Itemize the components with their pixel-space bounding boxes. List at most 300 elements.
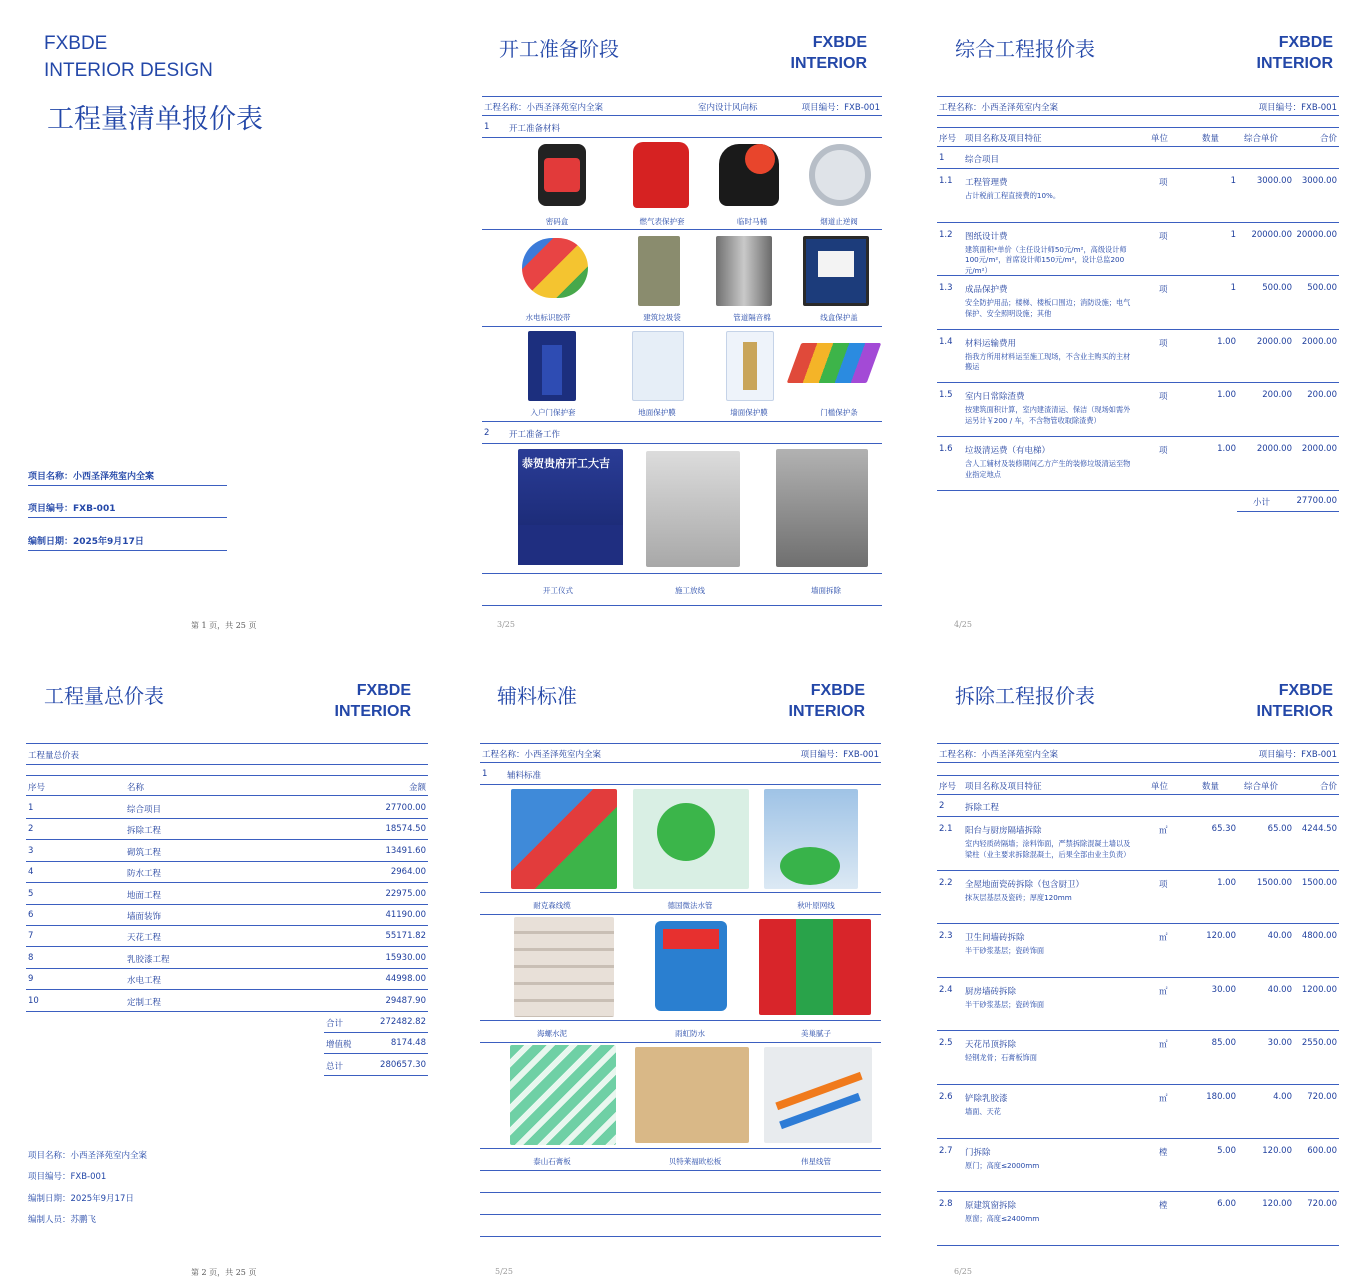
col-unit: 单位 bbox=[1151, 782, 1169, 792]
cell-unit: 樘 bbox=[1159, 1201, 1168, 1212]
cell-name: 阳台与厨房隔墙拆除 bbox=[965, 826, 1042, 836]
cell-amount: 41190.00 bbox=[385, 910, 426, 920]
project-name: 工程名称：小西圣泽苑室内全案 bbox=[939, 103, 1059, 113]
section-title: 开工准备工作 bbox=[509, 430, 561, 440]
summary-value: 272482.82 bbox=[380, 1017, 426, 1027]
item-description: 占计税前工程直接费的10%。 bbox=[965, 191, 1061, 200]
summary-label: 增值税 bbox=[326, 1040, 352, 1051]
page-title: 拆除工程报价表 bbox=[955, 684, 1095, 708]
cell-price: 40.00 bbox=[1267, 984, 1292, 995]
cement-image bbox=[514, 917, 614, 1017]
subtotal bbox=[1237, 490, 1339, 512]
cell-no: 2.4 bbox=[939, 984, 953, 995]
summary-row bbox=[324, 1055, 428, 1076]
page-number: 3/25 bbox=[497, 620, 515, 629]
cell-name: 乳胶漆工程 bbox=[127, 954, 170, 965]
project-name: 工程名称：小西圣泽苑室内全案 bbox=[482, 750, 602, 760]
table-row bbox=[937, 1141, 1339, 1193]
logo-line-1: FXBDE bbox=[1278, 682, 1333, 699]
summary-value: 280657.30 bbox=[380, 1059, 426, 1070]
cell-no: 1.6 bbox=[939, 444, 953, 454]
item-description: 墙面、天花 bbox=[965, 1107, 1001, 1116]
tape-image bbox=[522, 238, 588, 298]
cell-unit: 樘 bbox=[1159, 1147, 1168, 1158]
lockbox-image bbox=[538, 144, 586, 206]
cell-total: 200.00 bbox=[1307, 390, 1337, 401]
logo-line-2: INTERIOR bbox=[788, 703, 865, 720]
col-amount: 金额 bbox=[408, 783, 426, 793]
cover-project-code: 项目编号：FXB-001 bbox=[28, 501, 227, 518]
table-row bbox=[26, 862, 428, 883]
col-no: 序号 bbox=[28, 783, 46, 793]
cell-total: 1200.00 bbox=[1301, 984, 1337, 995]
cell-unit: ㎡ bbox=[1159, 986, 1168, 997]
cell-total: 500.00 bbox=[1307, 283, 1337, 294]
flue-valve-image bbox=[809, 144, 871, 206]
comprehensive-page bbox=[910, 0, 1364, 643]
cell-total: 720.00 bbox=[1307, 1092, 1337, 1102]
cell-no: 8 bbox=[28, 952, 34, 963]
caption: 秋叶原网线 bbox=[797, 901, 835, 910]
cell-no: 9 bbox=[28, 974, 34, 985]
cell-amount: 15930.00 bbox=[385, 952, 426, 963]
table-title bbox=[26, 743, 428, 765]
logo-line-1: FXBDE bbox=[812, 34, 867, 51]
summary-label: 总计 bbox=[326, 1061, 344, 1072]
table-row bbox=[937, 873, 1339, 925]
caption: 临时马桶 bbox=[737, 217, 767, 226]
col-name: 名称 bbox=[127, 783, 145, 793]
brand-line-1: FXBDE bbox=[44, 33, 108, 54]
floor-film-image bbox=[632, 331, 684, 401]
network-cable-image bbox=[764, 789, 858, 889]
cell-no: 2.5 bbox=[939, 1038, 953, 1049]
caption: 密码盒 bbox=[545, 217, 569, 226]
section-header bbox=[482, 118, 882, 138]
caption: 建筑垃圾袋 bbox=[643, 313, 681, 322]
cell-unit: 项 bbox=[1159, 338, 1168, 349]
cell-amount: 29487.90 bbox=[385, 995, 426, 1006]
table-row bbox=[937, 926, 1339, 978]
project-header bbox=[937, 743, 1339, 763]
col-name: 项目名称及项目特征 bbox=[965, 134, 1042, 144]
table-row bbox=[937, 332, 1339, 384]
table-row bbox=[26, 884, 428, 905]
item-description: 安全防护用品；楼梯、楼板口围边；消防设施；电气保护、安全照明设施；其他 bbox=[965, 298, 1131, 318]
cell-price: 3000.00 bbox=[1256, 176, 1292, 186]
cell-total: 600.00 bbox=[1307, 1145, 1337, 1156]
item-description: 建筑面积*单价（主任设计师50元/m²，高级设计师100元/m²，首席设计师150元/m²，设计总监200元/m²） bbox=[965, 244, 1127, 275]
cell-total: 1500.00 bbox=[1301, 877, 1337, 888]
cell-unit: 项 bbox=[1159, 178, 1168, 188]
table-row bbox=[937, 1033, 1339, 1085]
pipe-insulation-image bbox=[716, 236, 772, 306]
caption: 德国微法水管 bbox=[667, 901, 713, 910]
cell-name: 门拆除 bbox=[965, 1147, 991, 1158]
cell-name: 铲除乳胶漆 bbox=[965, 1094, 1008, 1104]
logo-line-1: FXBDE bbox=[810, 682, 865, 699]
cell-name: 天花吊顶拆除 bbox=[965, 1040, 1017, 1051]
table-row bbox=[26, 841, 428, 862]
style-label: 室内设计风向标 bbox=[698, 103, 758, 113]
caption: 烟道止逆阀 bbox=[820, 217, 858, 226]
cell-no: 2.7 bbox=[939, 1145, 953, 1156]
table-header bbox=[937, 127, 1339, 147]
col-no: 序号 bbox=[939, 782, 957, 792]
col-price: 综合单价 bbox=[1244, 782, 1279, 792]
cell-no: 1.1 bbox=[939, 176, 953, 186]
logo-line-1: FXBDE bbox=[356, 682, 411, 699]
aux-page bbox=[455, 644, 910, 1287]
project-code: 项目编号：FXB-001 bbox=[1258, 750, 1337, 760]
group-number: 1 bbox=[939, 153, 945, 163]
cell-qty: 65.30 bbox=[1211, 824, 1236, 834]
summary-row bbox=[324, 1033, 428, 1054]
cell-amount: 22975.00 bbox=[385, 888, 426, 899]
caption: 墙面保护膜 bbox=[730, 408, 768, 417]
caption: 泰山石膏板 bbox=[533, 1157, 571, 1166]
caption: 门槛保护条 bbox=[820, 408, 858, 417]
cell-total: 3000.00 bbox=[1301, 176, 1337, 186]
cell-name: 天花工程 bbox=[127, 933, 162, 944]
section-number: 2 bbox=[484, 428, 490, 438]
gypsum-board-image bbox=[510, 1045, 616, 1145]
table-row bbox=[937, 278, 1339, 330]
logo-line-2: INTERIOR bbox=[790, 55, 867, 72]
cell-amount: 13491.60 bbox=[385, 845, 426, 856]
logo bbox=[791, 32, 867, 74]
item-description: 按建筑面积计算，室内建渣清运、保洁（现场如需外运另计￥200 / 车，不含物管收取除渣费） bbox=[965, 405, 1131, 425]
water-pipe-image bbox=[633, 789, 749, 889]
cell-name: 防水工程 bbox=[127, 869, 162, 880]
section-header bbox=[480, 765, 881, 785]
cell-no: 1 bbox=[28, 803, 34, 813]
page-title: 工程量总价表 bbox=[44, 684, 164, 708]
section-title: 辅料标准 bbox=[507, 771, 542, 781]
info-line: 项目名称：小西圣泽苑室内全案 bbox=[28, 1151, 148, 1161]
cell-qty: 30.00 bbox=[1211, 984, 1236, 995]
cell-name: 工程管理费 bbox=[965, 178, 1008, 188]
cell-price: 40.00 bbox=[1267, 931, 1292, 942]
group-number: 2 bbox=[939, 801, 945, 811]
cell-name: 卫生间墙砖拆除 bbox=[965, 933, 1025, 944]
logo bbox=[1257, 680, 1333, 722]
table-header bbox=[26, 775, 428, 796]
cell-name: 定制工程 bbox=[127, 997, 162, 1008]
gas-meter-cover-image bbox=[633, 142, 689, 208]
caption: 线盒保护盖 bbox=[820, 313, 858, 322]
cell-price: 1500.00 bbox=[1256, 877, 1292, 888]
cell-name: 室内日常除渣费 bbox=[965, 392, 1025, 403]
table-row bbox=[26, 926, 428, 947]
cell-amount: 18574.50 bbox=[385, 824, 426, 835]
cell-qty: 120.00 bbox=[1206, 931, 1236, 942]
caption-row bbox=[480, 895, 881, 915]
product-image-row bbox=[480, 1045, 881, 1149]
cell-no: 4 bbox=[28, 867, 34, 878]
cell-no: 7 bbox=[28, 931, 34, 942]
logo-line-1: FXBDE bbox=[1278, 34, 1333, 51]
item-description: 指我方所用材料运至施工现场，不含业主购买的主材搬运 bbox=[965, 351, 1131, 372]
project-header bbox=[482, 96, 882, 116]
cell-qty: 1.00 bbox=[1217, 444, 1236, 454]
cell-no: 2.8 bbox=[939, 1199, 953, 1210]
door-cover-image bbox=[528, 331, 576, 401]
item-description: 原门；高度≤2000mm bbox=[965, 1160, 1040, 1170]
page-number: 4/25 bbox=[954, 620, 972, 629]
caption: 海螺水泥 bbox=[537, 1029, 567, 1038]
cell-unit: 项 bbox=[1159, 879, 1168, 890]
cell-no: 2 bbox=[28, 824, 34, 835]
cell-price: 4.00 bbox=[1273, 1092, 1292, 1102]
col-price: 综合单价 bbox=[1244, 134, 1279, 144]
col-unit: 单位 bbox=[1151, 134, 1169, 144]
cell-total: 20000.00 bbox=[1296, 229, 1337, 240]
cable-image bbox=[511, 789, 617, 889]
project-code: 项目编号：FXB-001 bbox=[1258, 103, 1337, 113]
table-row bbox=[937, 385, 1339, 437]
group-name: 综合项目 bbox=[965, 155, 1000, 165]
col-total: 合价 bbox=[1319, 134, 1337, 144]
cell-unit: ㎡ bbox=[1159, 1094, 1168, 1104]
project-name: 工程名称：小西圣泽苑室内全案 bbox=[484, 103, 604, 113]
cell-unit: 项 bbox=[1159, 446, 1168, 456]
product-row bbox=[482, 329, 882, 422]
item-description: 半干砂浆基层；瓷砖饰面 bbox=[965, 999, 1045, 1009]
caption: 开工仪式 bbox=[543, 586, 573, 595]
cell-no: 2.6 bbox=[939, 1092, 953, 1102]
cell-qty: 6.00 bbox=[1217, 1199, 1236, 1210]
cell-price: 200.00 bbox=[1262, 390, 1292, 401]
item-description: 室内轻质砖隔墙；涂料饰面，严禁拆除混凝土墙以及梁柱（业主要求拆除混凝土，后果全部由业主负责） bbox=[965, 839, 1131, 859]
caption: 入户门保护套 bbox=[530, 408, 576, 417]
cell-name: 材料运输费用 bbox=[965, 338, 1017, 349]
item-description: 半干砂浆基层；瓷砖饰面 bbox=[965, 946, 1045, 956]
cell-name: 地面工程 bbox=[127, 890, 162, 901]
group-name: 拆除工程 bbox=[965, 803, 1000, 813]
cell-amount: 44998.00 bbox=[385, 974, 426, 985]
caption: 耐克森线缆 bbox=[533, 901, 571, 910]
cell-total: 4244.50 bbox=[1301, 824, 1337, 834]
info-line: 项目编号：FXB-001 bbox=[28, 1172, 107, 1183]
cell-no: 1.4 bbox=[939, 336, 953, 347]
cell-no: 2.3 bbox=[939, 931, 953, 942]
cell-name: 厨房墙砖拆除 bbox=[965, 986, 1017, 997]
cover-title: 工程量清单报价表 bbox=[47, 104, 263, 135]
logo-line-2: INTERIOR bbox=[1256, 703, 1333, 720]
summary-value: 8174.48 bbox=[390, 1038, 426, 1049]
caption: 美巢腻子 bbox=[801, 1029, 831, 1038]
cell-price: 65.00 bbox=[1267, 824, 1292, 834]
total-page bbox=[0, 644, 455, 1287]
subtotal-label: 小计 bbox=[1253, 498, 1271, 508]
table-row bbox=[937, 819, 1339, 871]
info-line: 编制日期：2025年9月17日 bbox=[28, 1193, 134, 1204]
wall-film-image bbox=[726, 331, 774, 401]
col-qty: 数量 bbox=[1202, 782, 1220, 792]
cell-name: 图纸设计费 bbox=[965, 231, 1008, 242]
cell-name: 成品保护费 bbox=[965, 285, 1008, 296]
osb-board-image bbox=[635, 1047, 749, 1143]
logo bbox=[1257, 32, 1333, 74]
caption-row bbox=[482, 576, 882, 606]
cell-name: 原建筑窗拆除 bbox=[965, 1201, 1017, 1212]
cell-name: 全屋地面瓷砖拆除（包含厨卫） bbox=[965, 879, 1085, 890]
temp-toilet-image bbox=[719, 144, 779, 206]
caption-row bbox=[480, 1151, 881, 1171]
page-title: 综合工程报价表 bbox=[955, 37, 1095, 61]
demolition-page bbox=[910, 644, 1364, 1287]
cell-price: 2000.00 bbox=[1256, 444, 1292, 454]
table-row bbox=[26, 969, 428, 990]
cell-total: 2000.00 bbox=[1301, 444, 1337, 454]
cell-no: 1.5 bbox=[939, 390, 953, 401]
item-description: 原窗；高度≤2400mm bbox=[965, 1214, 1040, 1224]
cell-qty: 1.00 bbox=[1217, 336, 1236, 347]
cell-no: 1.2 bbox=[939, 229, 953, 240]
layout-line-photo bbox=[646, 451, 740, 567]
caption: 水电标识胶带 bbox=[525, 313, 571, 322]
caption-row bbox=[480, 1023, 881, 1043]
page-title: 开工准备阶段 bbox=[499, 37, 619, 61]
project-header bbox=[937, 96, 1339, 116]
cell-no: 6 bbox=[28, 910, 34, 920]
section-number: 1 bbox=[484, 122, 490, 132]
table-row bbox=[937, 439, 1339, 491]
cell-total: 4800.00 bbox=[1301, 931, 1337, 942]
cell-qty: 5.00 bbox=[1217, 1145, 1236, 1156]
cell-qty: 1 bbox=[1230, 229, 1236, 240]
cell-amount: 27700.00 bbox=[385, 803, 426, 813]
cell-no: 2.1 bbox=[939, 824, 953, 834]
project-header bbox=[480, 743, 881, 763]
cell-qty: 1.00 bbox=[1217, 390, 1236, 401]
item-description: 含人工辅材及装修期间乙方产生的装修垃圾清运至物业指定地点 bbox=[965, 459, 1131, 479]
project-code: 项目编号：FXB-001 bbox=[801, 103, 880, 113]
caption: 燃气表保护套 bbox=[639, 217, 685, 226]
work-photo-row bbox=[482, 446, 882, 574]
table-row bbox=[937, 1087, 1339, 1139]
cell-qty: 1 bbox=[1230, 283, 1236, 294]
summary-row bbox=[324, 1012, 428, 1033]
debris-bag-image bbox=[638, 236, 680, 306]
brand-line-2: INTERIOR DESIGN bbox=[44, 60, 213, 81]
cell-unit: ㎡ bbox=[1159, 933, 1168, 944]
cell-qty: 85.00 bbox=[1211, 1038, 1236, 1049]
cell-unit: 项 bbox=[1159, 231, 1168, 242]
table-row bbox=[26, 798, 428, 819]
table-row bbox=[937, 980, 1339, 1032]
cell-amount: 2964.00 bbox=[390, 867, 426, 878]
cell-price: 20000.00 bbox=[1251, 229, 1292, 240]
table-row bbox=[26, 905, 428, 926]
section-number: 1 bbox=[482, 769, 488, 779]
item-description: 轻钢龙骨；石膏板饰面 bbox=[965, 1053, 1037, 1063]
caption: 墙面拆除 bbox=[811, 586, 841, 595]
prep-page bbox=[455, 0, 910, 643]
logo-line-2: INTERIOR bbox=[334, 703, 411, 720]
caption: 地面保护膜 bbox=[638, 408, 676, 417]
cell-name: 砌筑工程 bbox=[127, 847, 162, 858]
group-row bbox=[937, 149, 1339, 169]
cell-price: 2000.00 bbox=[1256, 336, 1292, 347]
cell-unit: ㎡ bbox=[1159, 826, 1168, 836]
cell-qty: 1.00 bbox=[1217, 877, 1236, 888]
subtotal-value: 27700.00 bbox=[1296, 496, 1337, 506]
table-title-text: 工程量总价表 bbox=[28, 751, 80, 761]
cell-price: 120.00 bbox=[1262, 1199, 1292, 1210]
cell-qty: 180.00 bbox=[1206, 1092, 1236, 1102]
cell-no: 1.3 bbox=[939, 283, 953, 294]
page-number: 5/25 bbox=[495, 1267, 513, 1276]
wire-conduit-image bbox=[764, 1047, 872, 1143]
caption: 管道隔音棉 bbox=[733, 313, 771, 322]
page-number: 6/25 bbox=[954, 1267, 972, 1276]
project-name: 工程名称：小西圣泽苑室内全案 bbox=[939, 750, 1059, 760]
cover-date: 编制日期：2025年9月17日 bbox=[28, 534, 227, 551]
col-total: 合价 bbox=[1319, 782, 1337, 792]
cell-name: 拆除工程 bbox=[127, 826, 162, 837]
group-row bbox=[937, 797, 1339, 817]
summary-label: 合计 bbox=[326, 1019, 344, 1029]
table-row bbox=[937, 171, 1339, 223]
page-title: 辅料标准 bbox=[497, 684, 577, 708]
project-code: 项目编号：FXB-001 bbox=[800, 750, 879, 760]
cell-price: 30.00 bbox=[1267, 1038, 1292, 1049]
cell-price: 120.00 bbox=[1262, 1145, 1292, 1156]
cell-price: 500.00 bbox=[1262, 283, 1292, 294]
col-qty: 数量 bbox=[1202, 134, 1220, 144]
cell-amount: 55171.82 bbox=[385, 931, 426, 942]
logo-line-2: INTERIOR bbox=[1256, 55, 1333, 72]
cell-name: 墙面装饰 bbox=[127, 912, 162, 922]
col-no: 序号 bbox=[939, 134, 957, 144]
cell-total: 720.00 bbox=[1307, 1199, 1337, 1210]
table-row bbox=[26, 819, 428, 840]
page-number: 第 2 页，共 25 页 bbox=[191, 1268, 257, 1277]
caption: 贝特莱福欧松板 bbox=[668, 1157, 722, 1166]
section-header bbox=[482, 424, 882, 444]
cell-no: 2.2 bbox=[939, 877, 953, 888]
cell-total: 2550.00 bbox=[1301, 1038, 1337, 1049]
cover-page bbox=[0, 0, 455, 643]
col-name: 项目名称及项目特征 bbox=[965, 782, 1042, 792]
logo bbox=[335, 680, 411, 722]
cell-total: 2000.00 bbox=[1301, 336, 1337, 347]
wall-demolition-photo bbox=[776, 449, 868, 567]
product-image-row bbox=[480, 787, 881, 893]
putty-image bbox=[759, 919, 871, 1015]
page-number: 第 1 页，共 25 页 bbox=[191, 621, 257, 630]
cell-unit: 项 bbox=[1159, 392, 1168, 403]
logo bbox=[789, 680, 865, 722]
table-header bbox=[937, 775, 1339, 795]
table-row bbox=[937, 1194, 1339, 1246]
table-row bbox=[937, 225, 1339, 277]
empty-row bbox=[480, 1217, 881, 1237]
product-row bbox=[482, 140, 882, 230]
table-row bbox=[26, 991, 428, 1012]
socket-cover-image bbox=[803, 236, 869, 306]
info-line: 编制人员：苏鹏飞 bbox=[28, 1215, 97, 1226]
waterproof-image bbox=[655, 921, 727, 1011]
cell-no: 10 bbox=[28, 995, 39, 1006]
caption: 施工放线 bbox=[675, 586, 705, 595]
table-row bbox=[26, 948, 428, 969]
cell-unit: ㎡ bbox=[1159, 1040, 1168, 1051]
cover-project-name: 项目名称：小西圣泽苑室内全案 bbox=[28, 469, 227, 486]
cell-no: 3 bbox=[28, 845, 34, 856]
